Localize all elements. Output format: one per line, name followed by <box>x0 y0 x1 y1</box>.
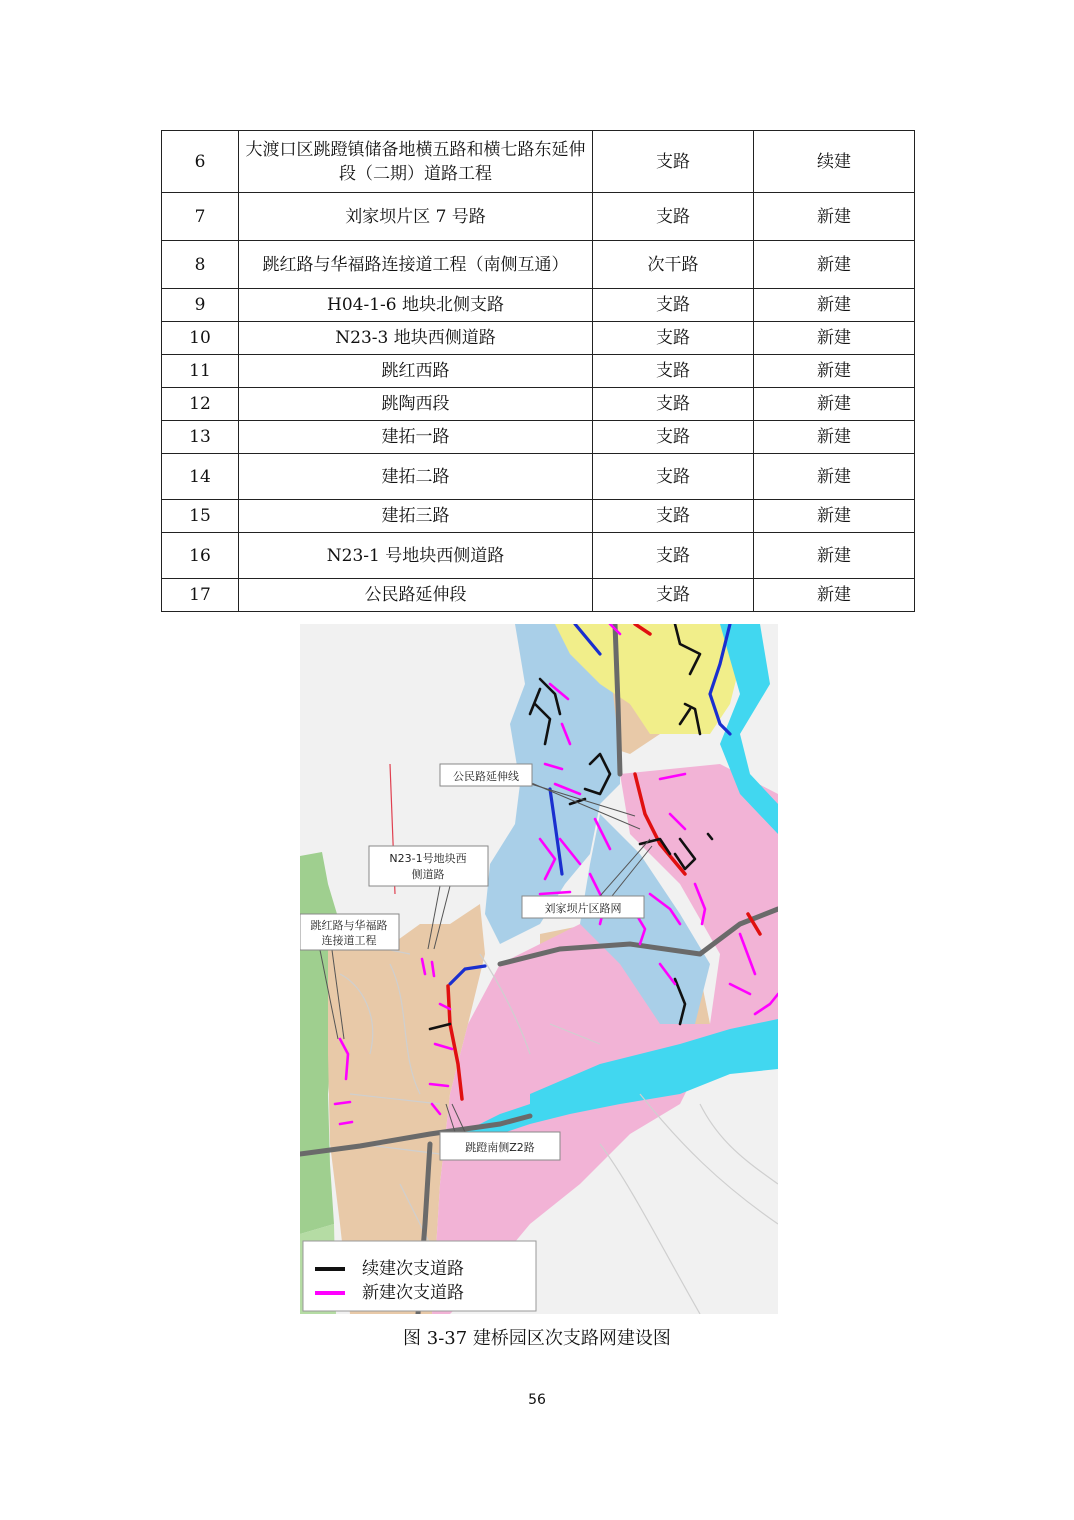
label-n23-1-line1: N23-1号地块西 <box>389 852 467 865</box>
cell-project-name: 刘家坝片区 7 号路 <box>239 193 593 241</box>
table-row <box>162 289 915 322</box>
cell-number: 9 <box>162 289 239 322</box>
cell-project-name: 公民路延伸段 <box>239 579 593 612</box>
cell-number: 14 <box>162 454 239 500</box>
table-row <box>162 388 915 421</box>
cell-build-type: 新建 <box>754 454 915 500</box>
cell-road-grade: 支路 <box>593 533 754 579</box>
page-number: 56 <box>528 1392 546 1408</box>
cell-road-grade: 支路 <box>593 322 754 355</box>
legend-continuing: 续建次支道路 <box>362 1259 464 1279</box>
cell-build-type: 新建 <box>754 193 915 241</box>
cell-project-name: 跳陶西段 <box>239 388 593 421</box>
label-tiaohong-line2: 连接道工程 <box>321 934 377 947</box>
cell-road-grade: 次干路 <box>593 241 754 289</box>
table-row <box>162 579 915 612</box>
map-legend <box>303 1241 536 1311</box>
cell-build-type: 新建 <box>754 241 915 289</box>
label-tiaohong-line1: 跳红路与华福路 <box>310 919 388 932</box>
cell-number: 17 <box>162 579 239 612</box>
cell-build-type: 新建 <box>754 533 915 579</box>
cell-build-type: 续建 <box>754 131 915 193</box>
cell-number: 16 <box>162 533 239 579</box>
cell-road-grade: 支路 <box>593 289 754 322</box>
cell-build-type: 新建 <box>754 388 915 421</box>
cell-road-grade: 支路 <box>593 193 754 241</box>
cell-project-name: 建拓三路 <box>239 500 593 533</box>
table-row <box>162 421 915 454</box>
table-row <box>162 355 915 388</box>
cell-number: 15 <box>162 500 239 533</box>
table-row <box>162 500 915 533</box>
label-gongmin-road: 公民路延伸线 <box>453 770 519 783</box>
table-row <box>162 533 915 579</box>
table-row <box>162 322 915 355</box>
table-row <box>162 131 915 193</box>
cell-project-name: 大渡口区跳蹬镇储备地横五路和横七路东延伸段（二期）道路工程 <box>239 131 593 193</box>
legend-new: 新建次支道路 <box>362 1283 464 1303</box>
cell-number: 12 <box>162 388 239 421</box>
table-row <box>162 241 915 289</box>
figure-caption: 图 3-37 建桥园区次支路网建设图 <box>403 1328 671 1349</box>
cell-road-grade: 支路 <box>593 421 754 454</box>
cell-build-type: 新建 <box>754 500 915 533</box>
cell-build-type: 新建 <box>754 421 915 454</box>
cell-project-name: H04-1-6 地块北侧支路 <box>239 289 593 322</box>
label-n23-1-line2: 侧道路 <box>411 868 445 881</box>
road-network-map <box>300 624 778 1314</box>
cell-build-type: 新建 <box>754 579 915 612</box>
table-row <box>162 193 915 241</box>
cell-build-type: 新建 <box>754 322 915 355</box>
cell-road-grade: 支路 <box>593 131 754 193</box>
cell-road-grade: 支路 <box>593 355 754 388</box>
cell-project-name: 跳红路与华福路连接道工程（南侧互通） <box>239 241 593 289</box>
cell-number: 6 <box>162 131 239 193</box>
cell-project-name: N23-1 号地块西侧道路 <box>239 533 593 579</box>
cell-number: 7 <box>162 193 239 241</box>
cell-project-name: N23-3 地块西侧道路 <box>239 322 593 355</box>
cell-road-grade: 支路 <box>593 454 754 500</box>
cell-road-grade: 支路 <box>593 500 754 533</box>
cell-build-type: 新建 <box>754 355 915 388</box>
cell-project-name: 建拓二路 <box>239 454 593 500</box>
cell-road-grade: 支路 <box>593 579 754 612</box>
cell-number: 13 <box>162 421 239 454</box>
cell-number: 8 <box>162 241 239 289</box>
road-project-table <box>161 130 915 612</box>
cell-project-name: 跳红西路 <box>239 355 593 388</box>
cell-build-type: 新建 <box>754 289 915 322</box>
cell-number: 10 <box>162 322 239 355</box>
cell-number: 11 <box>162 355 239 388</box>
cell-project-name: 建拓一路 <box>239 421 593 454</box>
label-tiaodeng-z2: 跳蹬南侧Z2路 <box>465 1141 535 1154</box>
cell-road-grade: 支路 <box>593 388 754 421</box>
label-liujiaba: 刘家坝片区路网 <box>544 902 622 915</box>
table-row <box>162 454 915 500</box>
